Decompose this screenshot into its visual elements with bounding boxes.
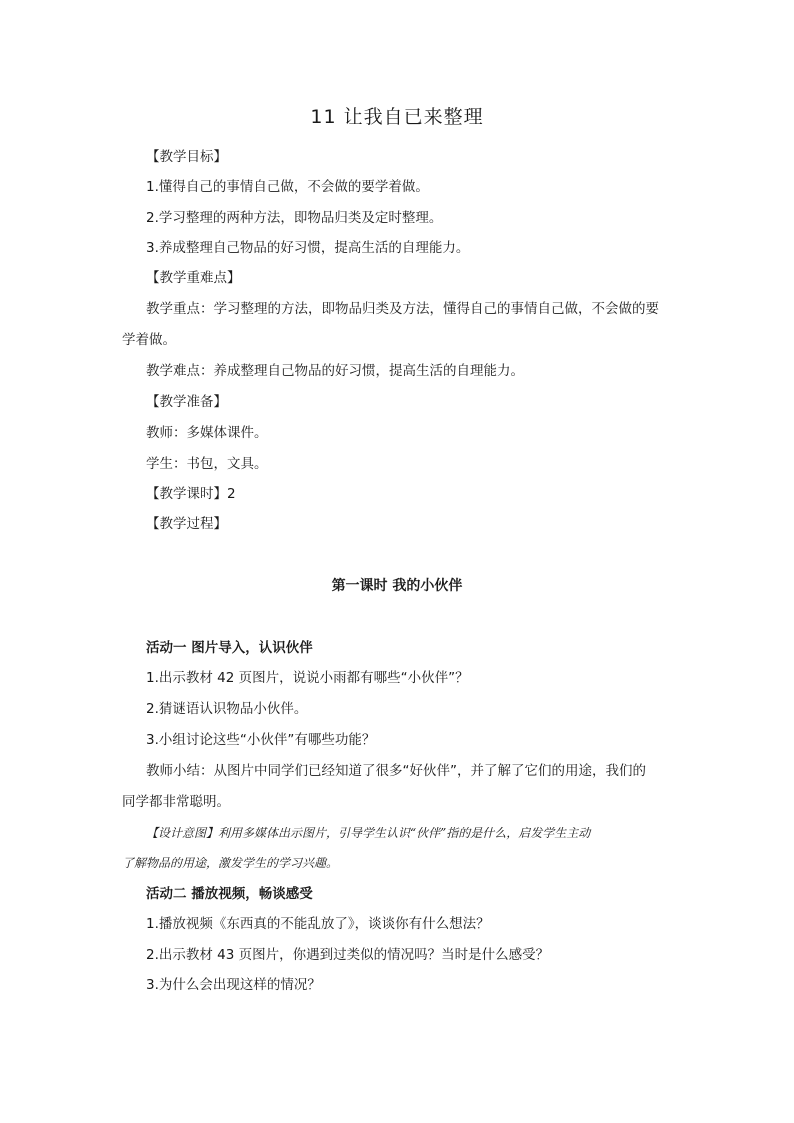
goal-item-1: 1.懂得自己的事情自己做，不会做的要学着做。 [146,179,429,195]
goals-heading: 【教学目标】 [146,149,227,165]
key-difficulty: 教学难点：养成整理自己物品的好习惯，提高生活的自理能力。 [146,363,524,379]
activity2-item-3: 3.为什么会出现这样的情况？ [146,977,321,993]
page-title: 11 让我自已来整理 [310,106,484,128]
activity2-item-2: 2.出示教材 43 页图片，你遇到过类似的情况吗？当时是什么感受？ [146,947,550,963]
activity2-item-1: 1.播放视频《东西真的不能乱放了》，谈谈你有什么想法？ [146,916,490,932]
key-focus-line-2: 学着做。 [122,332,176,348]
periods-heading: 【教学课时】2 [146,486,236,502]
preparation-heading: 【教学准备】 [146,394,227,410]
preparation-teacher: 教师：多媒体课件。 [146,425,268,441]
design-intent-line-1: 【设计意图】利用多媒体出示图片，引导学生认识“伙伴”指的是什么，启发学生主动 [146,826,591,840]
goal-item-3: 3.养成整理自己物品的好习惯，提高生活的自理能力。 [146,240,470,256]
preparation-student: 学生：书包，文具。 [146,456,268,472]
lesson-title: 第一课时 我的小伙伴 [331,578,463,594]
key-points-heading: 【教学重难点】 [146,270,241,286]
process-heading: 【教学过程】 [146,516,227,532]
design-intent-line-2: 了解物品的用途，激发学生的学习兴趣。 [122,856,339,870]
activity2-heading: 活动二 播放视频，畅谈感受 [146,886,313,902]
activity1-heading: 活动一 图片导入，认识伙伴 [146,640,313,656]
activity1-summary-line-1: 教师小结：从图片中同学们已经知道了很多“好伙伴”，并了解了它们的用途，我们的 [146,763,646,779]
activity1-item-2: 2.猜谜语认识物品小伙伴。 [146,701,308,717]
goal-item-2: 2.学习整理的两种方法，即物品归类及定时整理。 [146,210,443,226]
key-focus-line-1: 教学重点：学习整理的方法，即物品归类及方法，懂得自己的事情自己做，不会做的要 [146,301,659,317]
activity1-item-1: 1.出示教材 42 页图片，说说小雨都有哪些“小伙伴”？ [146,670,469,686]
activity1-item-3: 3.小组讨论这些“小伙伴”有哪些功能？ [146,732,376,748]
activity1-summary-line-2: 同学都非常聪明。 [122,794,230,810]
